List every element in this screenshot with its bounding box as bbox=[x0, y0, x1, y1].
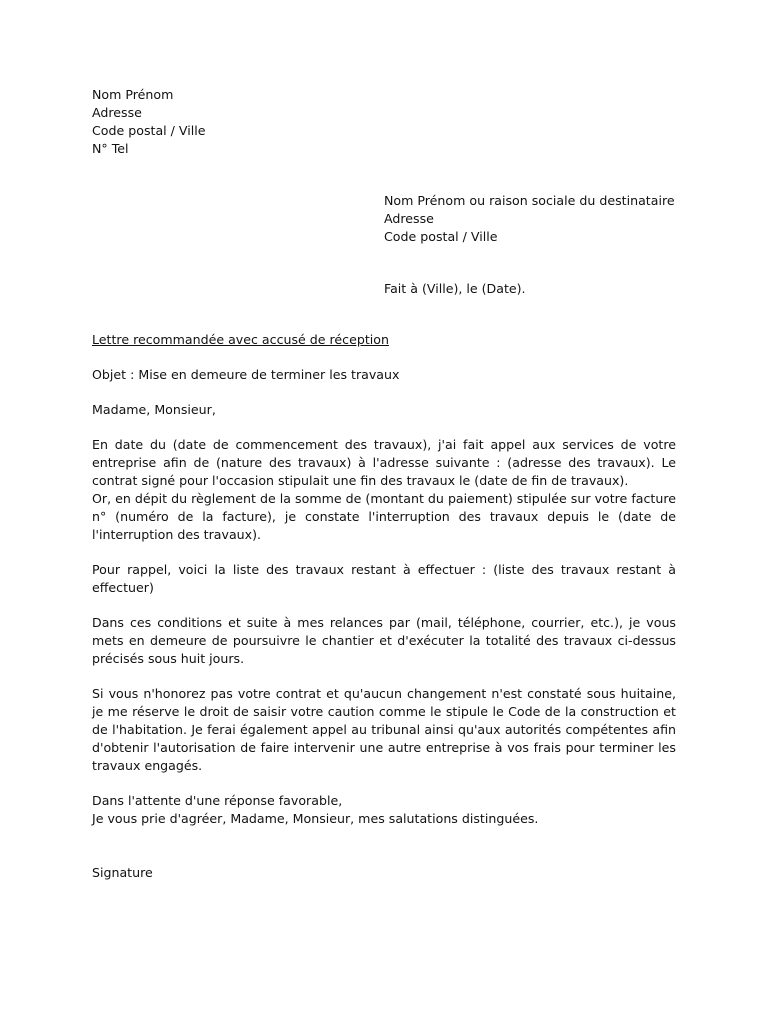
paragraph-payment: Or, en dépit du règlement de la somme de (montant du paiement) stipulée sur votre facture n° (numéro de la facture), je constate l'interruption des travaux depuis le (date de l'interruption des travaux). bbox=[92, 491, 676, 542]
letter-body bbox=[92, 331, 676, 845]
closing-line-2: Je vous prie d'agréer, Madame, Monsieur, mes salutations distinguées. bbox=[92, 811, 539, 826]
place-date: Fait à (Ville), le (Date). bbox=[384, 281, 526, 296]
signature: Signature bbox=[92, 865, 153, 880]
sender-phone: N° Tel bbox=[92, 141, 129, 156]
sender-postal-city: Code postal / Ville bbox=[92, 123, 206, 138]
registered-mail-notice bbox=[92, 331, 676, 349]
recipient-name: Nom Prénom ou raison sociale du destinataire bbox=[384, 193, 675, 208]
paragraph-formal-notice: Dans ces conditions et suite à mes relances par (mail, téléphone, courrier, etc.), je vous mets en demeure de poursuivre le chantier et d'exécuter la totalité des travaux ci-dessus précisés sous huit jours. bbox=[92, 615, 676, 666]
sender-name: Nom Prénom bbox=[92, 87, 174, 102]
sender-address: Adresse bbox=[92, 105, 142, 120]
closing-line-1: Dans l'attente d'une réponse favorable, bbox=[92, 793, 343, 808]
registered-mail-text: Lettre recommandée avec accusé de réception bbox=[92, 332, 389, 347]
paragraph-consequences: Si vous n'honorez pas votre contrat et qu'aucun changement n'est constaté sous huitaine, je me réserve le droit de saisir votre caution comme le stipule le Code de la construction et de l'habitation. Je ferai également appel au tribunal ainsi qu'aux autorités compétentes afin d'obtenir l'autorisation de faire intervenir une autre entreprise à vos frais pour terminer les travaux engagés. bbox=[92, 686, 676, 773]
paragraph-context: En date du (date de commencement des travaux), j'ai fait appel aux services de votre entreprise afin de (nature des travaux) à l'adresse suivante : (adresse des travaux). Le contrat signé pour l'occasion stipulait une fin des travaux le (date de fin de travaux). bbox=[92, 437, 676, 488]
recipient-postal-city: Code postal / Ville bbox=[384, 229, 498, 244]
salutation: Madame, Monsieur, bbox=[92, 402, 216, 417]
subject-line: Objet : Mise en demeure de terminer les travaux bbox=[92, 367, 400, 382]
closing-block bbox=[92, 792, 676, 828]
sender-block bbox=[92, 86, 206, 158]
recipient-address: Adresse bbox=[384, 211, 434, 226]
recipient-block bbox=[384, 192, 675, 246]
paragraph-works-list: Pour rappel, voici la liste des travaux restant à effectuer : (liste des travaux restant à effectuer) bbox=[92, 562, 676, 595]
